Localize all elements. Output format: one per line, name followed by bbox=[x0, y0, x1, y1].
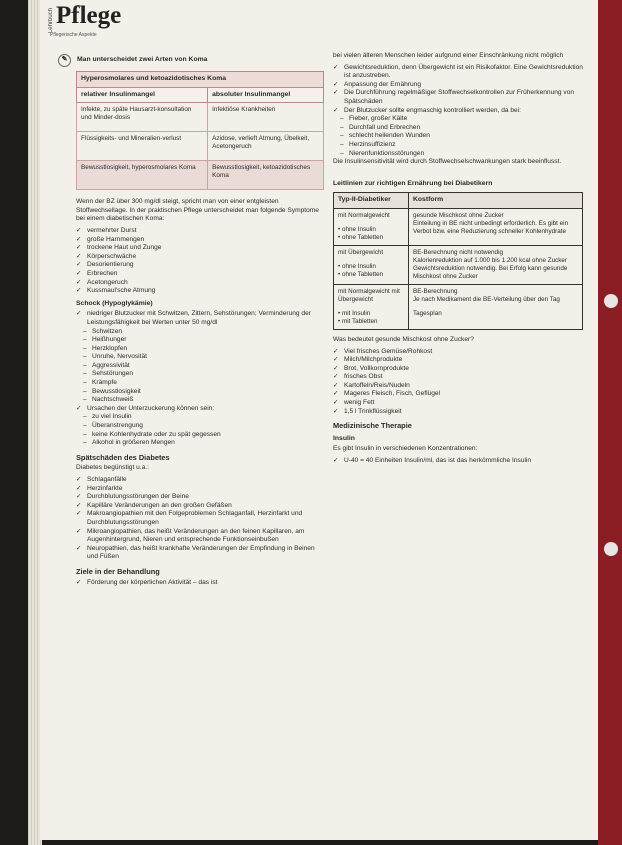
list-item: ✓ trockene Haut und Zunge bbox=[76, 244, 162, 252]
list-item: ✓ wenig Fett bbox=[333, 399, 375, 407]
list-item: ✓ Mikroangiopathien, das heißt Veränderungen an den feinen Kapillaren, am Augenhintergrund, Nieren und entsprechende Funktionseinbußen bbox=[76, 527, 305, 544]
table-cell: mit Normalgewicht mit Übergewicht • mit Insulin • mit Tabletten bbox=[334, 284, 409, 329]
note-icon: ✎ bbox=[58, 54, 71, 67]
list-item: – keine Kohlenhydrate oder zu spät gegessen bbox=[83, 430, 221, 438]
list-item: – Nachtschweiß bbox=[83, 396, 134, 404]
control-list bbox=[333, 107, 583, 116]
list-item: ✓ Anpassung der Ernährung bbox=[333, 80, 421, 88]
list-item: – Alkohol in größeren Mengen bbox=[83, 439, 175, 447]
list-item: ✓ Makroangiopathien mit den Folgeproblemen Schlaganfall, Herzinfarkt und Durchblutungsstörungen bbox=[76, 510, 303, 526]
coma-table-header: absoluter Insulinmangel bbox=[208, 87, 324, 103]
control-sublist bbox=[333, 115, 583, 158]
list-item: ✓ vermehrter Durst bbox=[76, 226, 137, 234]
nutrition-guideline-table bbox=[333, 192, 583, 330]
list-item: ✓ Acetongeruch bbox=[76, 278, 128, 286]
list-item: – Durchfall und Erbrechen bbox=[340, 123, 421, 131]
brand-logo bbox=[48, 4, 121, 33]
table-cell: Infekte, zu späte Hausarzt-konsultation und Minder-dosis bbox=[77, 103, 208, 132]
list-item: – Schwitzen bbox=[83, 327, 123, 335]
brand-subtitle: Pflegerische Aspekte bbox=[50, 32, 97, 38]
table-cell: mit Normalgewicht • ohne Insulin • ohne Tabletten bbox=[334, 208, 409, 245]
late-damage-list bbox=[76, 476, 324, 562]
shock-sublist bbox=[76, 328, 324, 405]
table-cell: BE-Berechnung Je nach Medikament die BE-Verteilung über den Tag Tagesplan bbox=[409, 284, 583, 329]
table-row bbox=[334, 284, 583, 329]
list-item: ✓ Erbrechen bbox=[76, 269, 118, 277]
right-column bbox=[333, 52, 583, 466]
shock-cause-list bbox=[76, 405, 324, 414]
coma-table-caption: Hyperosmolares und ketoazidotisches Koma bbox=[77, 72, 324, 88]
symptom-list bbox=[76, 227, 324, 296]
section-heading: Spätschäden des Diabetes bbox=[76, 452, 170, 462]
table-cell: Azidose, verlieft Atmung, Übelkeit, Acetongeruch bbox=[208, 132, 324, 161]
list-item: ✓ Kartoffeln/Reis/Nudeln bbox=[333, 381, 410, 389]
list-item: ✓ Herzinfarkte bbox=[76, 484, 123, 492]
list-item: ✓ Mageres Fleisch, Fisch, Geflügel bbox=[333, 390, 441, 398]
table-cell: BE-Berechnung nicht notwendig Kalorienreduktion auf 1.000 bis 1.200 kcal ohne Zucker Gewichtsreduktion notwendig. Bei Erfolg kann gesunde Mischkost ohne Zucker bbox=[409, 245, 583, 284]
section-heading: Schock (Hypoglykämie) bbox=[76, 299, 153, 307]
list-item: – schlecht heilenden Wunden bbox=[340, 132, 430, 140]
guideline-table-header: Kostform bbox=[409, 193, 583, 209]
question-text: Was bedeutet gesunde Mischkost ohne Zucker? bbox=[333, 335, 474, 343]
list-item: ✓ U-40 = 40 Einheiten Insulin/ml, das ist das herkömmliche Insulin bbox=[333, 457, 532, 465]
book-page bbox=[40, 0, 600, 840]
table-cell: mit Übergewicht • ohne Insulin • ohne Tabletten bbox=[334, 245, 409, 284]
list-item: – zu viel Insulin bbox=[83, 413, 132, 421]
insulin-list bbox=[333, 457, 583, 466]
list-item: ✓ Förderung der körperlichen Aktivität – das ist bbox=[76, 578, 218, 586]
list-item: – Unruhe, Nervosität bbox=[83, 353, 147, 361]
list-item: – Nierenfunktionsstörungen bbox=[340, 149, 425, 157]
binder-edge bbox=[598, 0, 622, 845]
section-heading: Ziele in der Behandlung bbox=[76, 566, 160, 576]
list-item: – Sehstörungen bbox=[83, 370, 134, 378]
list-item: – Überanstrengung bbox=[83, 422, 143, 430]
list-item: ✓ Kapilläre Veränderungen an den großen Gefäßen bbox=[76, 501, 232, 509]
list-item: ✓ 1,5 l Trinkflüssigkeit bbox=[333, 407, 402, 415]
table-row bbox=[77, 132, 324, 161]
list-item: ✓ Die Durchführung regelmäßiger Stoffwechselkontrollen zur Früherkennung von Spätschäden bbox=[333, 89, 575, 105]
table-row bbox=[77, 103, 324, 132]
paragraph: Die Insulinsensitivität wird durch Stoffwechselschwankungen stark beeinflusst. bbox=[333, 158, 562, 166]
paragraph: bei vielen älteren Menschen leider aufgrund einer Einschränkung nicht möglich bbox=[333, 52, 564, 59]
paragraph: Diabetes begünstigt u.a.: bbox=[76, 464, 149, 472]
shock-cause-sublist bbox=[76, 413, 324, 447]
subsection-heading: Insulin bbox=[333, 434, 355, 442]
intro-heading: Man unterscheidet zwei Arten von Koma bbox=[77, 56, 208, 64]
list-item: ✓ Viel frisches Gemüse/Rohkost bbox=[333, 347, 433, 355]
list-item: – Bewusstlosigkeit bbox=[83, 387, 141, 395]
list-item: – Fieber, großer Kälte bbox=[340, 115, 408, 123]
top-list bbox=[333, 64, 583, 107]
list-item: ✓ Ursachen der Unterzuckerung können sein: bbox=[76, 404, 215, 412]
table-cell: Bewusstlosigkeit, ketoazidotisches Koma bbox=[208, 161, 324, 190]
coma-table bbox=[76, 71, 324, 190]
list-item: ✓ Der Blutzucker sollte engmaschig kontrolliert werden, da bei: bbox=[333, 106, 522, 114]
binder-hole bbox=[604, 542, 618, 556]
list-item: – Herzinsuffizienz bbox=[340, 140, 396, 148]
section-heading: Medizinische Therapie bbox=[333, 421, 412, 431]
list-item: ✓ Brot, Vollkornprodukte bbox=[333, 364, 409, 372]
brand-title: Pflege bbox=[56, 2, 122, 29]
table-cell: gesunde Mischkost ohne Zucker Einteilung in BE nicht unbedingt erforderlich. Es gibt ein Verbot bzw. eine Reduzierung schneller Kohlenhydrate bbox=[409, 208, 583, 245]
list-item: ✓ große Harnmengen bbox=[76, 235, 145, 243]
list-item: ✓ Desorientierung bbox=[76, 261, 134, 269]
guideline-table-header: Typ-II-Diabetiker bbox=[334, 193, 409, 209]
list-item: – Aggressivität bbox=[83, 361, 130, 369]
table-row bbox=[77, 161, 324, 190]
shock-list bbox=[76, 310, 324, 327]
table-cell: Bewusstlosigkeit, hyperosmolares Koma bbox=[77, 161, 208, 190]
coma-table-header: relativer Insulinmangel bbox=[77, 87, 208, 103]
table-cell: Infektiöse Krankheiten bbox=[208, 103, 324, 132]
list-item: ✓ Körperschwäche bbox=[76, 252, 137, 260]
list-item: ✓ Gewichtsreduktion, denn Übergewicht ist ein Risikofaktor. Eine Gewichtsreduktion ist anzustreben. bbox=[333, 63, 583, 80]
left-column bbox=[61, 54, 324, 587]
goals-list bbox=[76, 579, 324, 588]
list-item: ✓ niedriger Blutzucker mit Schwitzen, Zittern, Sehstörungen; Verminderung der Leistungsfähigkeit bei Werten unter 50 mg/dl bbox=[76, 310, 311, 326]
list-item: ✓ Durchblutungsstörungen der Beine bbox=[76, 493, 189, 501]
table-row bbox=[334, 245, 583, 284]
table-row bbox=[334, 208, 583, 245]
brand-small-text: Lehrbuch bbox=[48, 8, 54, 34]
list-item: ✓ Schlaganfälle bbox=[76, 476, 127, 483]
intro-heading-row bbox=[58, 54, 324, 67]
paragraph: Wenn der BZ über 300 mg/dl steigt, spricht man von einer entgleisten Stoffwechsellage. In der praktischen Pflege unterscheidet man folgende Symptome bei einem diabetischen Koma: bbox=[76, 198, 319, 223]
list-item: – Herzklopfen bbox=[83, 344, 128, 352]
list-item: ✓ Milch/Milchprodukte bbox=[333, 356, 403, 364]
section-heading: Leitlinien zur richtigen Ernährung bei Diabetikern bbox=[333, 179, 493, 187]
answer-list bbox=[333, 348, 583, 417]
list-item: ✓ Neuropathien, das heißt krankhafte Veränderungen der Empfindung in Beinen und Füßen bbox=[76, 544, 315, 561]
list-item: ✓ frisches Obst bbox=[333, 373, 383, 381]
paragraph: Es gibt Insulin in verschiedenen Konzentrationen: bbox=[333, 445, 478, 453]
list-item: ✓ Kussmaul'sche Atmung bbox=[76, 287, 156, 295]
binder-hole bbox=[604, 294, 618, 308]
list-item: – Krämpfe bbox=[83, 379, 117, 387]
table-cell: Flüssigkeits- und Mineralien-verlust bbox=[77, 132, 208, 161]
list-item: – Heißhunger bbox=[83, 336, 127, 344]
